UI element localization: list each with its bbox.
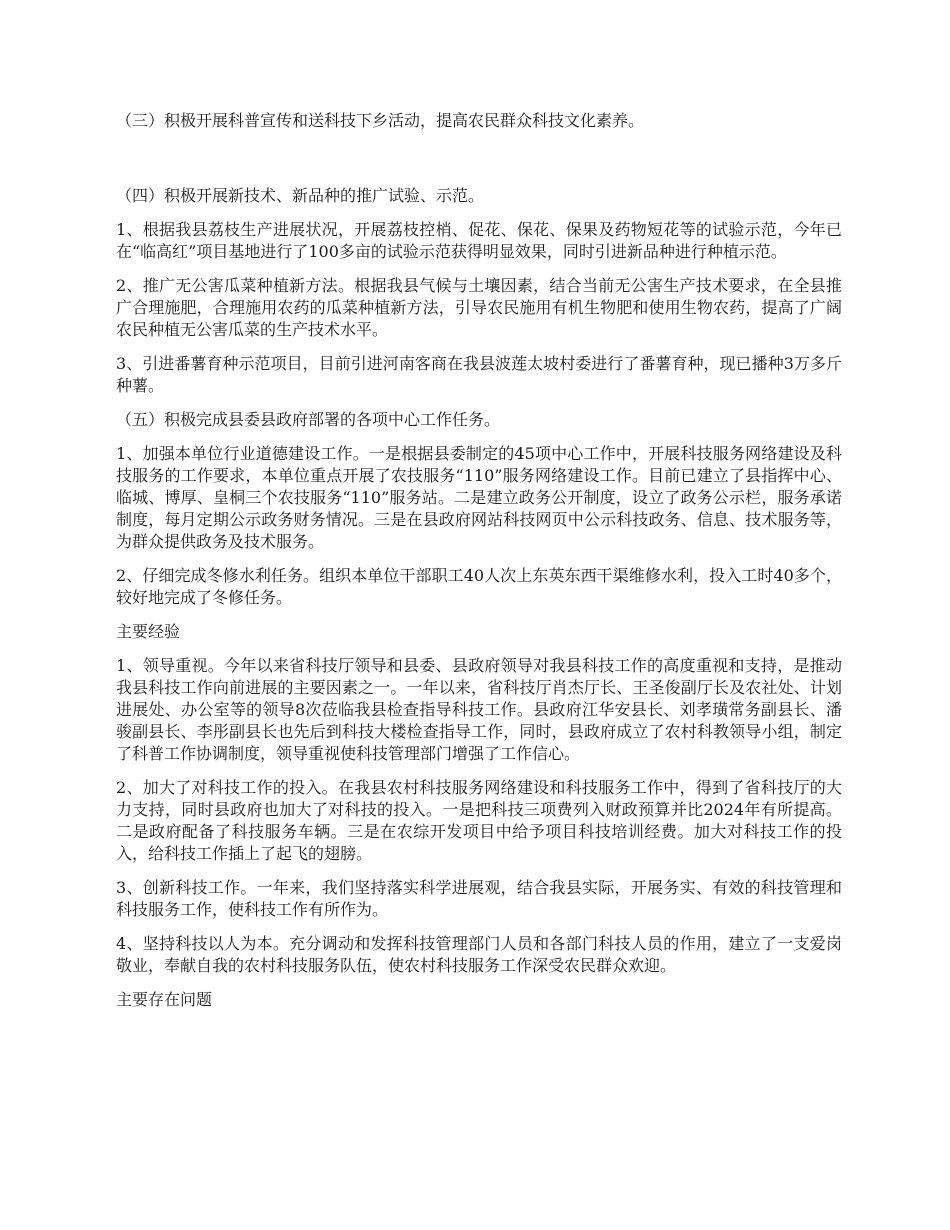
paragraph-item: 2、推广无公害瓜菜种植新方法。根据我县气候与土壤因素，结合当前无公害生产技术要求，在全县推广合理施肥，合理施用农药的瓜菜种植新方法，引导农民施用有机生物肥和使用生物农药，提高了广阔农民种植无公害瓜菜的生产技术水平。 — [116, 276, 842, 339]
paragraph-item: 1、根据我县荔枝生产进展状况，开展荔枝控梢、促花、保花、保果及药物短花等的试验示范，今年已在“临高红”项目基地进行了100多亩的试验示范获得明显效果，同时引进新品种进行种植示范。 — [116, 220, 842, 261]
section-heading-3: （三）积极开展科普宣传和送科技下乡活动，提高农民群众科技文化素养。 — [116, 111, 645, 130]
paragraph-item: 2、仔细完成冬修水利任务。组织本单位干部职工40人次上东英东西干渠维修水利，投入工时40多个，较好地完成了冬修任务。 — [116, 566, 842, 607]
paragraph-item: 3、引进番薯育种示范项目，目前引进河南客商在我县波莲太坡村委进行了番薯育种，现已播种3万多斤种薯。 — [116, 354, 842, 395]
paragraph-item: 4、坚持科技以人为本。充分调动和发挥科技管理部门人员和各部门科技人员的作用，建立了一支爱岗敬业，奉献自我的农村科技服务队伍，使农村科技服务工作深受农民群众欢迎。 — [116, 934, 842, 975]
paragraph-item: 2、加大了对科技工作的投入。在我县农村科技服务网络建设和科技服务工作中，得到了省科技厅的大力支持，同时县政府也加大了对科技的投入。一是把科技三项费列入财政预算并比2024年有所提高。二是政府配备了科技服务车辆。三是在农综开发项目中给予项目科技培训经费。加大对科技工作的投入，给科技工作插上了起飞的翅膀。 — [116, 778, 842, 863]
paragraph-item: 1、领导重视。今年以来省科技厅领导和县委、县政府领导对我县科技工作的高度重视和支持，是推动我县科技工作向前进展的主要因素之一。一年以来，省科技厅肖杰厅长、王圣俊副厅长及农社处、计划进展处、办公室等的领导8次莅临我县检查指导科技工作。县政府江华安县长、刘孝璜常务副县长、潘骏副县长、李彤副县长也先后到科技大楼检查指导工作，同时，县政府成立了农村科教领导小组，制定了科普工作协调制度，领导重视使科技管理部门增强了工作信心。 — [116, 656, 842, 763]
section-heading-5: （五）积极完成县委县政府部署的各项中心工作任务。 — [116, 410, 501, 429]
paragraph-item: 1、加强本单位行业道德建设工作。一是根据县委制定的45项中心工作中，开展科技服务网络建设及科技服务的工作要求，本单位重点开展了农技服务“110”服务网络建设工作。目前已建立了县指挥中心、临城、博厚、皇桐三个农技服务“110”服务站。二是建立政务公开制度，设立了政务公示栏，服务承诺制度，每月定期公示政务财务情况。三是在县政府网站科技网页中公示科技政务、信息、技术服务等，为群众提供政务及技术服务。 — [116, 444, 842, 551]
heading-main-problems: 主要存在问题 — [116, 990, 213, 1009]
paragraph-item: 3、创新科技工作。一年来，我们坚持落实科学进展观，结合我县实际，开展务实、有效的科技管理和科技服务工作，使科技工作有所作为。 — [116, 878, 842, 919]
document-body — [116, 110, 842, 1011]
section-heading-4: （四）积极开展新技术、新品种的推广试验、示范。 — [116, 186, 485, 205]
heading-main-experience: 主要经验 — [116, 622, 181, 641]
